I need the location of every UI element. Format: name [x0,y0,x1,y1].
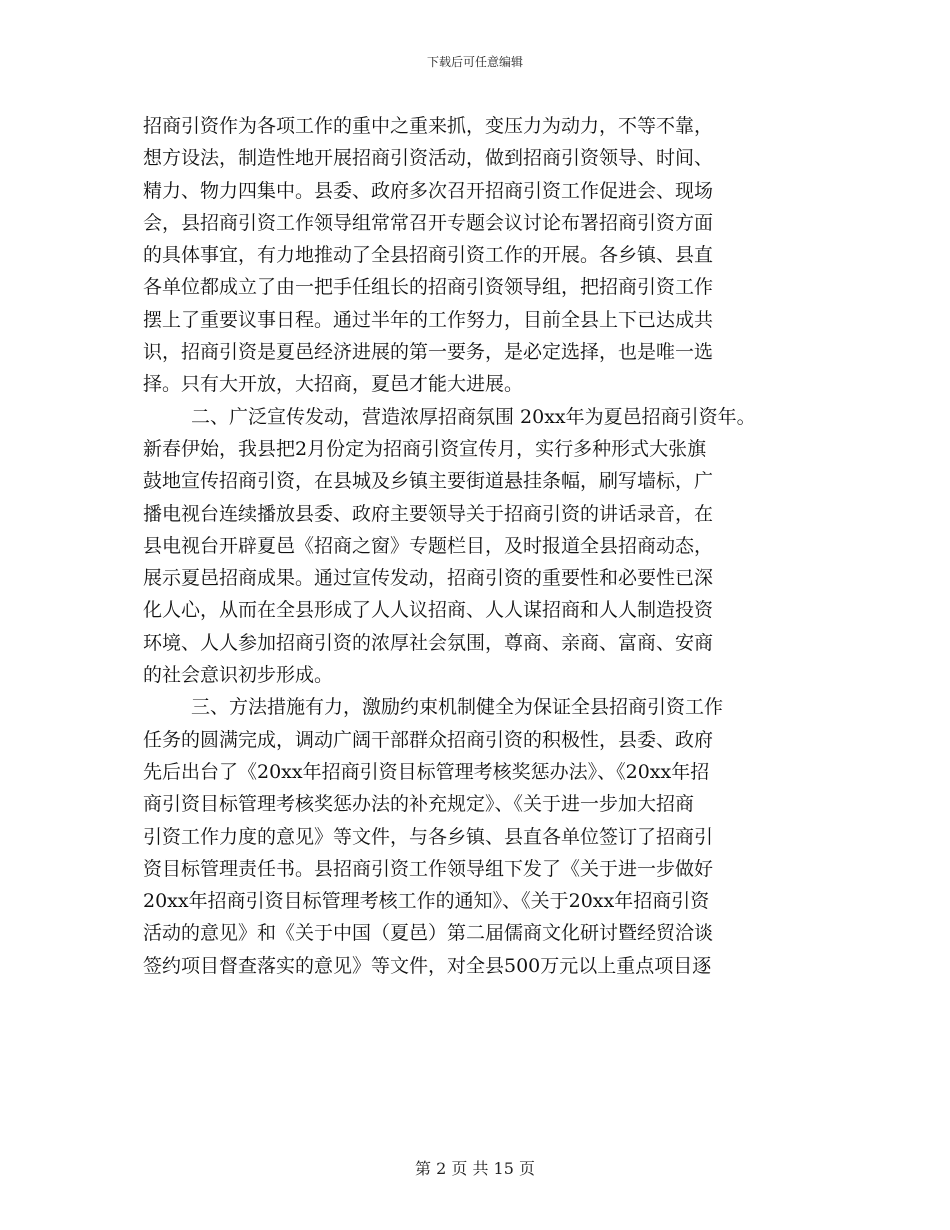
text-line: 各单位都成立了由一把手任组长的招商引资领导组，把招商引资工作 [143,276,714,299]
text-line: 环境、人人参加招商引资的浓厚社会氛围，尊商、亲商、富商、安商 [143,631,714,654]
text-line: 20xx年招商引资目标管理考核工作的通知》、《关于20xx年招商引资 [143,890,710,913]
text-line: 会，县招商引资工作领导组常常召开专题会议讨论布署招商引资方面 [143,211,714,234]
text-line: 资目标管理责任书。县招商引资工作领导组下发了《关于进一步做好 [143,857,714,880]
text-line: 任务的圆满完成，调动广阔干部群众招商引资的积极性，县委、政府 [143,728,714,751]
text-line: 县电视台开辟夏邑《招商之窗》专题栏目，及时报道全县招商动态， [143,534,714,557]
text-line: 想方设法，制造性地开展招商引资活动，做到招商引资领导、时间、 [143,147,714,170]
text-line: 招商引资作为各项工作的重中之重来抓，变压力为动力，不等不靠， [143,115,714,137]
text-line: 摆上了重要议事日程。通过半年的工作努力，目前全县上下已达成共 [143,308,714,331]
text-line: 精力、物力四集中。县委、政府多次召开招商引资工作促进会、现场 [143,179,714,202]
text-line: 签约项目督查落实的意见》等文件，对全县500万元以上重点项目逐 [143,954,712,977]
paragraph-heading-line: 二、广泛宣传发动，营造浓厚招商氛围 20xx年为夏邑招商引资年。 [191,405,756,428]
document-body [143,110,823,982]
text-line: 的具体事宜，有力地推动了全县招商引资工作的开展。各乡镇、县直 [143,244,714,267]
paragraph-heading-line: 三、方法措施有力，激励约束机制健全为保证全县招商引资工作 [191,696,724,719]
text-line: 展示夏邑招商成果。通过宣传发动，招商引资的重要性和必要性已深 [143,567,714,590]
text-line: 鼓地宣传招商引资，在县城及乡镇主要街道悬挂条幅，刷写墙标，广 [143,470,714,493]
page-number-footer: 第 2 页 共 15 页 [415,1159,535,1178]
text-line: 活动的意见》和《关于中国（夏邑）第二届儒商文化研讨暨经贸洽谈 [143,922,714,945]
text-line: 先后出台了《20xx年招商引资目标管理考核奖惩办法》、《20xx年招 [143,760,710,783]
text-line: 化人心，从而在全县形成了人人议招商、人人谋招商和人人制造投资 [143,599,714,622]
text-line: 的社会意识初步形成。 [143,664,334,687]
text-line: 识，招商引资是夏邑经济进展的第一要务，是必定选择，也是唯一选 [143,341,714,364]
text-line: 新春伊始，我县把2月份定为招商引资宣传月，实行多种形式大张旗 [143,437,707,460]
text-line: 引资工作力度的意见》等文件，与各乡镇、县直各单位签订了招商引 [143,825,714,848]
text-line: 播电视台连续播放县委、政府主要领导关于招商引资的讲话录音，在 [143,502,714,525]
page-header-note: 下载后可任意编辑 [426,55,523,69]
text-line: 择。只有大开放，大招商，夏邑才能大进展。 [143,373,524,396]
text-line: 商引资目标管理考核奖惩办法的补充规定》、《关于进一步加大招商 [143,793,695,816]
